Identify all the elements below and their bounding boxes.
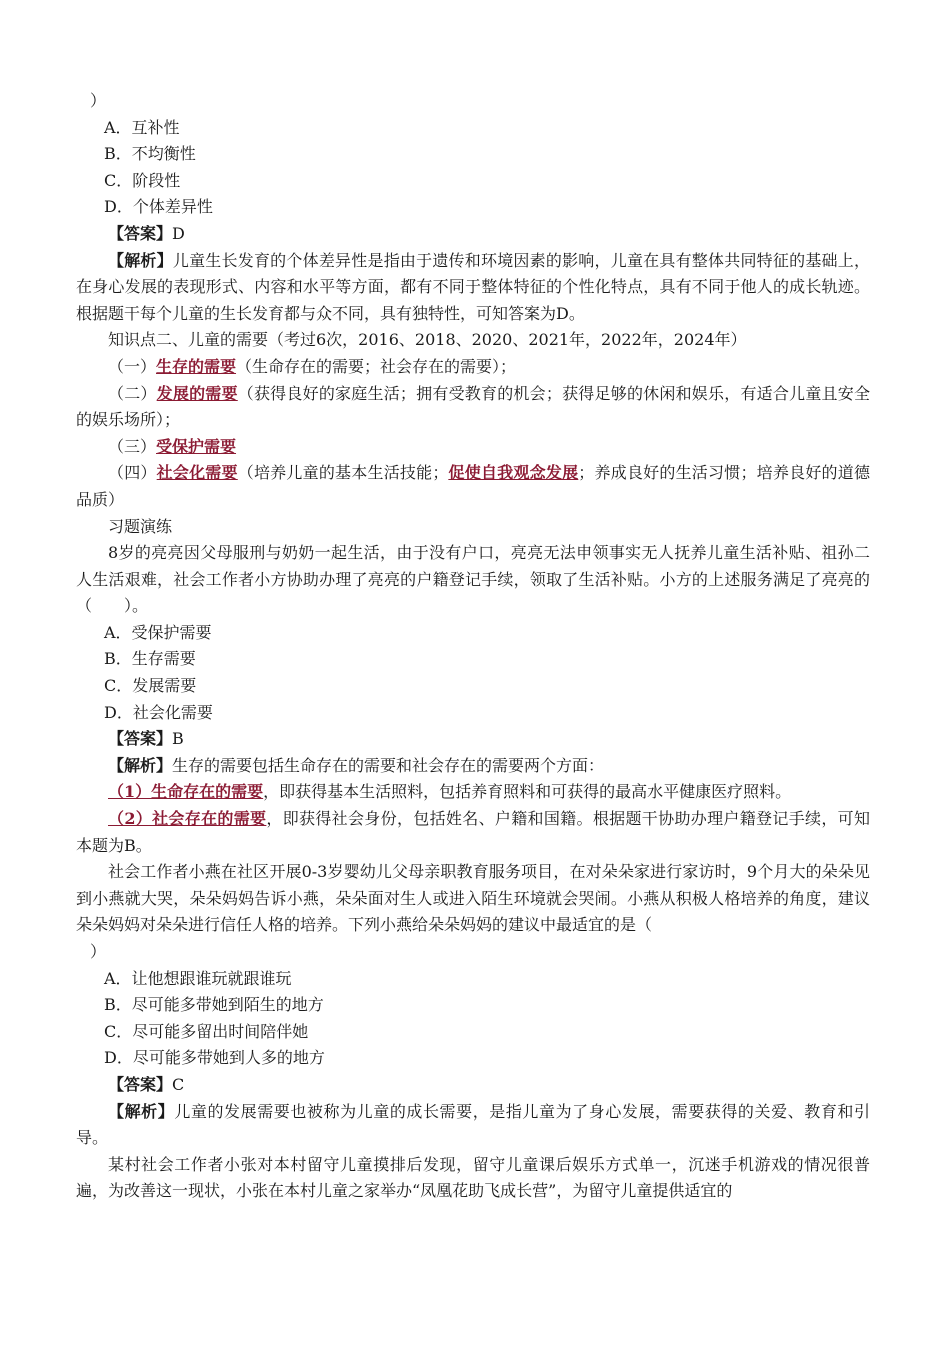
analysis-text: 儿童生长发育的个体差异性是指由于遗传和环境因素的影响，儿童在具有整体共同特征的基础上，在身心发展的表现形式、内容和水平等方面，都有不同于整体特征的个性化特点，具有不同于他人的成长轨迹。根据题干每个儿童的生长发育都与众不同，具有独特性，可知答案为D。 — [76, 250, 870, 323]
point-key-1: （1）生命存在的需要 — [108, 782, 264, 802]
option-d: D．尽可能多带她到人多的地方 — [104, 1048, 325, 1068]
option-a: A．受保护需要 — [104, 622, 212, 642]
kp-key-4b: 促使自我观念发展 — [448, 463, 579, 483]
kp-item-1: （一）生存的需要（生命存在的需要；社会存在的需要）； — [108, 356, 517, 376]
kp-key-2: 发展的需要 — [156, 383, 238, 403]
kp-key-3: 受保护需要 — [156, 436, 237, 456]
question-tail: ） — [90, 91, 107, 110]
option-b: B．不均衡性 — [104, 144, 196, 164]
question-stem: 8岁的亮亮因父母服刑与奶奶一起生活，由于没有户口，亮亮无法申领事实无人抚养儿童生活补贴、祖孙二人生活艰难，社会工作者小方协助办理了亮亮的户籍登记手续，领取了生活补贴。小方的上述服务满足了亮亮的（ ）。 — [76, 543, 870, 616]
analysis-paragraph — [76, 248, 870, 328]
option-a: A．互补性 — [104, 117, 180, 137]
analysis-point-2: （2）社会存在的需要，即获得社会身份，包括姓名、户籍和国籍。根据题干协助办理户籍登记手续，可知本题为B。 — [76, 809, 870, 855]
kp-item-4: （四）社会化需要（培养儿童的基本生活技能；促使自我观念发展；养成良好的生活习惯；培养良好的道德品质） — [76, 463, 870, 509]
answer-label: 【答案】 — [108, 223, 173, 243]
answer-value: C — [172, 1074, 185, 1094]
option-a: A．让他想跟谁玩就跟谁玩 — [104, 968, 292, 988]
answer-line — [76, 1072, 870, 1099]
practice-heading: 习题演练 — [108, 516, 173, 536]
kp-item-3: （三）受保护需要 — [108, 436, 237, 456]
option-d: D．个体差异性 — [104, 197, 213, 217]
analysis-label: 【解析】 — [108, 1101, 175, 1121]
question-stem: 社会工作者小燕在社区开展0-3岁婴幼儿父母亲职教育服务项目，在对朵朵家进行家访时，9个月大的朵朵见到小燕就大哭，朵朵妈妈告诉小燕，朵朵面对生人或进入陌生环境就会哭闹。小燕从积极人格培养的角度，建议朵朵妈妈对朵朵进行信任人格的培养。下列小燕给朵朵妈妈的建议中最适宜的是（ — [76, 862, 870, 935]
answer-line — [76, 726, 870, 753]
option-d: D．社会化需要 — [104, 702, 213, 722]
kp-key-4: 社会化需要 — [156, 463, 238, 483]
answer-value: B — [172, 729, 184, 749]
option-c: C．尽可能多留出时间陪伴她 — [104, 1021, 309, 1041]
analysis-paragraph — [76, 753, 870, 780]
answer-line — [76, 221, 870, 248]
analysis-text: 生存的需要包括生命存在的需要和社会存在的需要两个方面： — [172, 755, 605, 775]
option-c: C．发展需要 — [104, 676, 197, 696]
option-c: C．阶段性 — [104, 170, 181, 190]
answer-value: D — [172, 223, 185, 243]
analysis-label: 【解析】 — [108, 250, 173, 270]
option-b: B．尽可能多带她到陌生的地方 — [104, 995, 324, 1015]
question-stem: 某村社会工作者小张对本村留守儿童摸排后发现，留守儿童课后娱乐方式单一，沉迷手机游戏的情况很普遍，为改善这一现状，小张在本村儿童之家举办“凤凰花助飞成长营”，为留守儿童提供适宜的 — [76, 1154, 870, 1201]
analysis-point-1: （1）生命存在的需要，即获得基本生活照料，包括养育照料和可获得的最高水平健康医疗照料。 — [108, 782, 792, 802]
answer-label: 【答案】 — [108, 729, 173, 749]
analysis-text: 儿童的发展需要也被称为儿童的成长需要，是指儿童为了身心发展，需要获得的关爱、教育和引导。 — [76, 1101, 870, 1148]
analysis-label: 【解析】 — [108, 755, 173, 775]
knowledge-point-heading: 知识点二、儿童的需要（考过6次，2016、2018、2020、2021年，2022年，2024年） — [108, 330, 747, 350]
kp-item-2: （二）发展的需要（获得良好的家庭生活；拥有受教育的机会；获得足够的休闲和娱乐，有适合儿童且安全的娱乐场所）； — [76, 383, 870, 430]
point-key-2: （2）社会存在的需要 — [108, 809, 267, 829]
question-tail: ） — [90, 942, 107, 961]
answer-label: 【答案】 — [108, 1074, 173, 1094]
option-b: B．生存需要 — [104, 649, 196, 669]
kp-key-1: 生存的需要 — [156, 356, 237, 376]
analysis-paragraph — [76, 1099, 870, 1152]
